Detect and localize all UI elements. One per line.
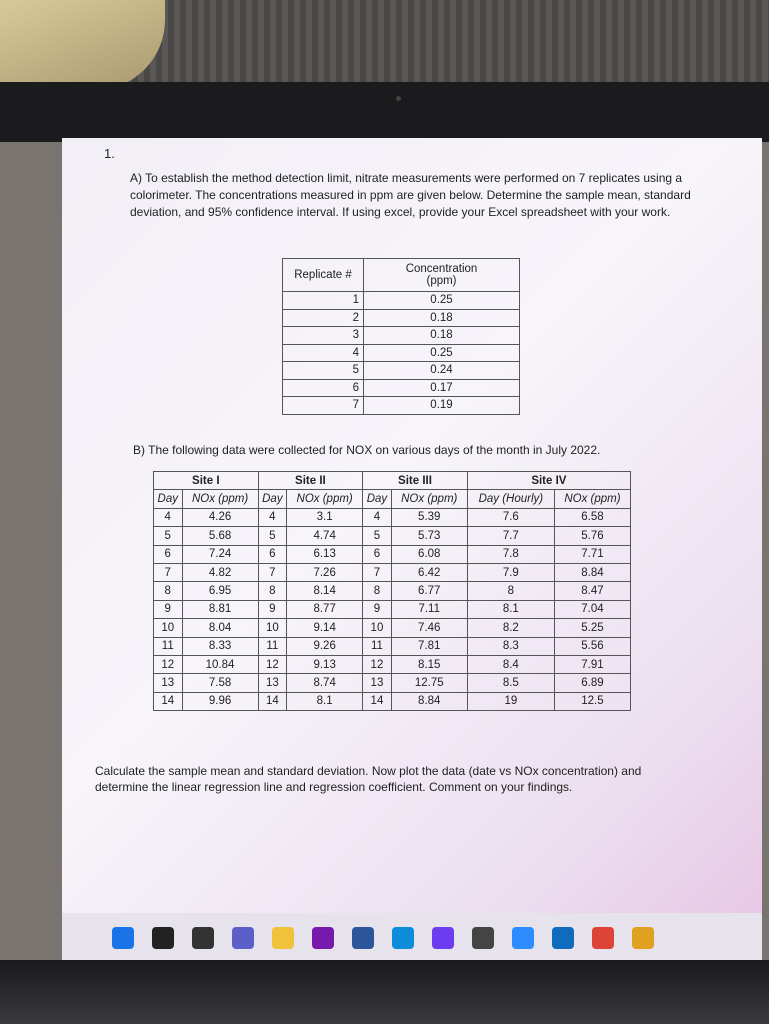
replicate-row (283, 362, 520, 380)
webcam-icon (396, 96, 401, 101)
nox-cell: 8.15 (391, 655, 467, 673)
nox-cell: 6.08 (391, 545, 467, 563)
day-cell: 8.2 (467, 619, 554, 637)
concentration-value: 0.18 (364, 327, 520, 345)
day-cell: 12 (363, 655, 392, 673)
replicate-row (283, 309, 520, 327)
nox-row (154, 563, 631, 581)
day-cell: 10 (363, 619, 392, 637)
nox-cell: 7.24 (182, 545, 258, 563)
calculation-instructions: Calculate the sample mean and standard deviation. Now plot the data (date vs NOx concentration) and determine the linear regression line and regression coefficient. Comment on your findings. (95, 764, 642, 794)
file-explorer-icon[interactable] (272, 927, 294, 949)
day-cell: 8.3 (467, 637, 554, 655)
chrome-profile-icon[interactable] (632, 927, 654, 949)
nox-cell: 7.46 (391, 619, 467, 637)
site-header-3: Site III (363, 472, 468, 490)
concentration-value: 0.17 (364, 379, 520, 397)
nox-table (153, 471, 631, 711)
day-cell: 7.7 (467, 527, 554, 545)
windows-icon[interactable] (112, 927, 134, 949)
replicate-number: 6 (283, 379, 364, 397)
nox-cell: 8.1 (287, 692, 363, 710)
chrome-icon[interactable] (592, 927, 614, 949)
day-cell: 7.8 (467, 545, 554, 563)
day-cell: 10 (154, 619, 183, 637)
nox-cell: 6.58 (554, 508, 630, 526)
col-header: NOx (ppm) (182, 490, 258, 508)
day-cell: 8.4 (467, 655, 554, 673)
nox-cell: 6.89 (554, 674, 630, 692)
col-header: NOx (ppm) (391, 490, 467, 508)
day-cell: 14 (154, 692, 183, 710)
day-cell: 5 (154, 527, 183, 545)
nox-cell: 7.91 (554, 655, 630, 673)
day-cell: 4 (363, 508, 392, 526)
nox-cell: 8.74 (287, 674, 363, 692)
day-cell: 6 (363, 545, 392, 563)
nox-row (154, 619, 631, 637)
nox-cell: 5.73 (391, 527, 467, 545)
laptop-bezel (0, 82, 769, 142)
onenote-icon[interactable] (312, 927, 334, 949)
day-cell: 7 (363, 563, 392, 581)
task-view-icon[interactable] (192, 927, 214, 949)
nox-row (154, 674, 631, 692)
nox-cell: 9.14 (287, 619, 363, 637)
messenger-icon[interactable] (432, 927, 454, 949)
replicate-number: 4 (283, 344, 364, 362)
concentration-header-unit: (ppm) (426, 275, 457, 287)
concentration-value: 0.19 (364, 397, 520, 415)
nox-cell: 6.42 (391, 563, 467, 581)
chat-icon[interactable] (232, 927, 254, 949)
nox-cell: 7.04 (554, 600, 630, 618)
nox-cell: 5.56 (554, 637, 630, 655)
replicate-number: 1 (283, 292, 364, 310)
day-cell: 9 (363, 600, 392, 618)
nox-cell: 12.75 (391, 674, 467, 692)
day-cell: 11 (363, 637, 392, 655)
concentration-header (364, 259, 520, 292)
nox-cell: 12.5 (554, 692, 630, 710)
day-cell: 4 (258, 508, 287, 526)
replicate-row (283, 327, 520, 345)
site-header-4: Site IV (467, 472, 630, 490)
nox-cell: 5.68 (182, 527, 258, 545)
nox-cell: 6.13 (287, 545, 363, 563)
replicate-row (283, 397, 520, 415)
nox-cell: 4.26 (182, 508, 258, 526)
zoom-icon[interactable] (512, 927, 534, 949)
nox-cell: 9.13 (287, 655, 363, 673)
col-header: Day (363, 490, 392, 508)
site-header-2: Site II (258, 472, 363, 490)
outlook-icon[interactable] (552, 927, 574, 949)
nox-cell: 7.11 (391, 600, 467, 618)
day-cell: 5 (258, 527, 287, 545)
nox-cell: 10.84 (182, 655, 258, 673)
concentration-value: 0.18 (364, 309, 520, 327)
nox-cell: 5.39 (391, 508, 467, 526)
word-icon[interactable] (352, 927, 374, 949)
nox-cell: 7.26 (287, 563, 363, 581)
nox-row (154, 545, 631, 563)
day-cell: 14 (363, 692, 392, 710)
nox-cell: 3.1 (287, 508, 363, 526)
replicate-number: 3 (283, 327, 364, 345)
replicate-number: 7 (283, 397, 364, 415)
day-cell: 14 (258, 692, 287, 710)
concentration-header-label: Concentration (405, 263, 478, 275)
col-header: Day (154, 490, 183, 508)
part-a-text: A) To establish the method detection limit, nitrate measurements were performed on 7 replicates using a colorimeter. The concentrations measured in ppm are given below. Determine the sample mean, standard deviation, and 95% confidence interval. If using excel, provide your Excel spreadsheet with your work. (130, 171, 691, 219)
nox-cell: 7.71 (554, 545, 630, 563)
nox-cell: 4.82 (182, 563, 258, 581)
day-cell: 19 (467, 692, 554, 710)
day-cell: 13 (258, 674, 287, 692)
part-b-text: B) The following data were collected for NOX on various days of the month in July 2022. (133, 443, 601, 457)
nox-cell: 8.33 (182, 637, 258, 655)
day-cell: 9 (154, 600, 183, 618)
col-header: Day (Hourly) (467, 490, 554, 508)
nox-cell: 8.14 (287, 582, 363, 600)
day-cell: 11 (258, 637, 287, 655)
day-cell: 12 (258, 655, 287, 673)
replicate-header: Replicate # (283, 259, 364, 292)
concentration-value: 0.25 (364, 344, 520, 362)
day-cell: 8 (258, 582, 287, 600)
col-header: Day (258, 490, 287, 508)
day-cell: 8.1 (467, 600, 554, 618)
nox-cell: 5.25 (554, 619, 630, 637)
nox-cell: 8.84 (554, 563, 630, 581)
nox-cell: 7.81 (391, 637, 467, 655)
day-cell: 5 (363, 527, 392, 545)
day-cell: 8 (154, 582, 183, 600)
nox-cell: 6.77 (391, 582, 467, 600)
nox-cell: 8.47 (554, 582, 630, 600)
nox-row (154, 655, 631, 673)
site-header-1: Site I (154, 472, 259, 490)
nox-row (154, 527, 631, 545)
nox-cell: 6.95 (182, 582, 258, 600)
nox-cell: 8.04 (182, 619, 258, 637)
concentration-value: 0.25 (364, 292, 520, 310)
day-cell: 13 (363, 674, 392, 692)
day-cell: 7 (154, 563, 183, 581)
day-cell: 11 (154, 637, 183, 655)
day-cell: 7.9 (467, 563, 554, 581)
nox-cell: 9.96 (182, 692, 258, 710)
nox-cell: 5.76 (554, 527, 630, 545)
day-cell: 6 (154, 545, 183, 563)
day-cell: 8.5 (467, 674, 554, 692)
replicate-row (283, 292, 520, 310)
day-cell: 8 (363, 582, 392, 600)
edge-icon[interactable] (392, 927, 414, 949)
day-cell: 6 (258, 545, 287, 563)
day-cell: 7.6 (467, 508, 554, 526)
keyboard-area (0, 960, 769, 1024)
nox-cell: 4.74 (287, 527, 363, 545)
nox-cell: 7.58 (182, 674, 258, 692)
day-cell: 4 (154, 508, 183, 526)
question-number: 1. (104, 146, 115, 161)
nox-row (154, 600, 631, 618)
day-cell: 12 (154, 655, 183, 673)
col-header: NOx (ppm) (554, 490, 630, 508)
replicate-row (283, 344, 520, 362)
nox-row (154, 637, 631, 655)
day-cell: 9 (258, 600, 287, 618)
nox-row (154, 508, 631, 526)
replicate-number: 5 (283, 362, 364, 380)
nox-cell: 8.81 (182, 600, 258, 618)
replicate-table (282, 258, 520, 415)
store-icon[interactable] (472, 927, 494, 949)
nox-cell: 9.26 (287, 637, 363, 655)
concentration-value: 0.24 (364, 362, 520, 380)
replicate-number: 2 (283, 309, 364, 327)
nox-row (154, 582, 631, 600)
day-cell: 10 (258, 619, 287, 637)
nox-row (154, 692, 631, 710)
day-cell: 7 (258, 563, 287, 581)
day-cell: 13 (154, 674, 183, 692)
nox-cell: 8.84 (391, 692, 467, 710)
day-cell: 8 (467, 582, 554, 600)
replicate-row (283, 379, 520, 397)
nox-cell: 8.77 (287, 600, 363, 618)
col-header: NOx (ppm) (287, 490, 363, 508)
search-icon[interactable] (152, 927, 174, 949)
